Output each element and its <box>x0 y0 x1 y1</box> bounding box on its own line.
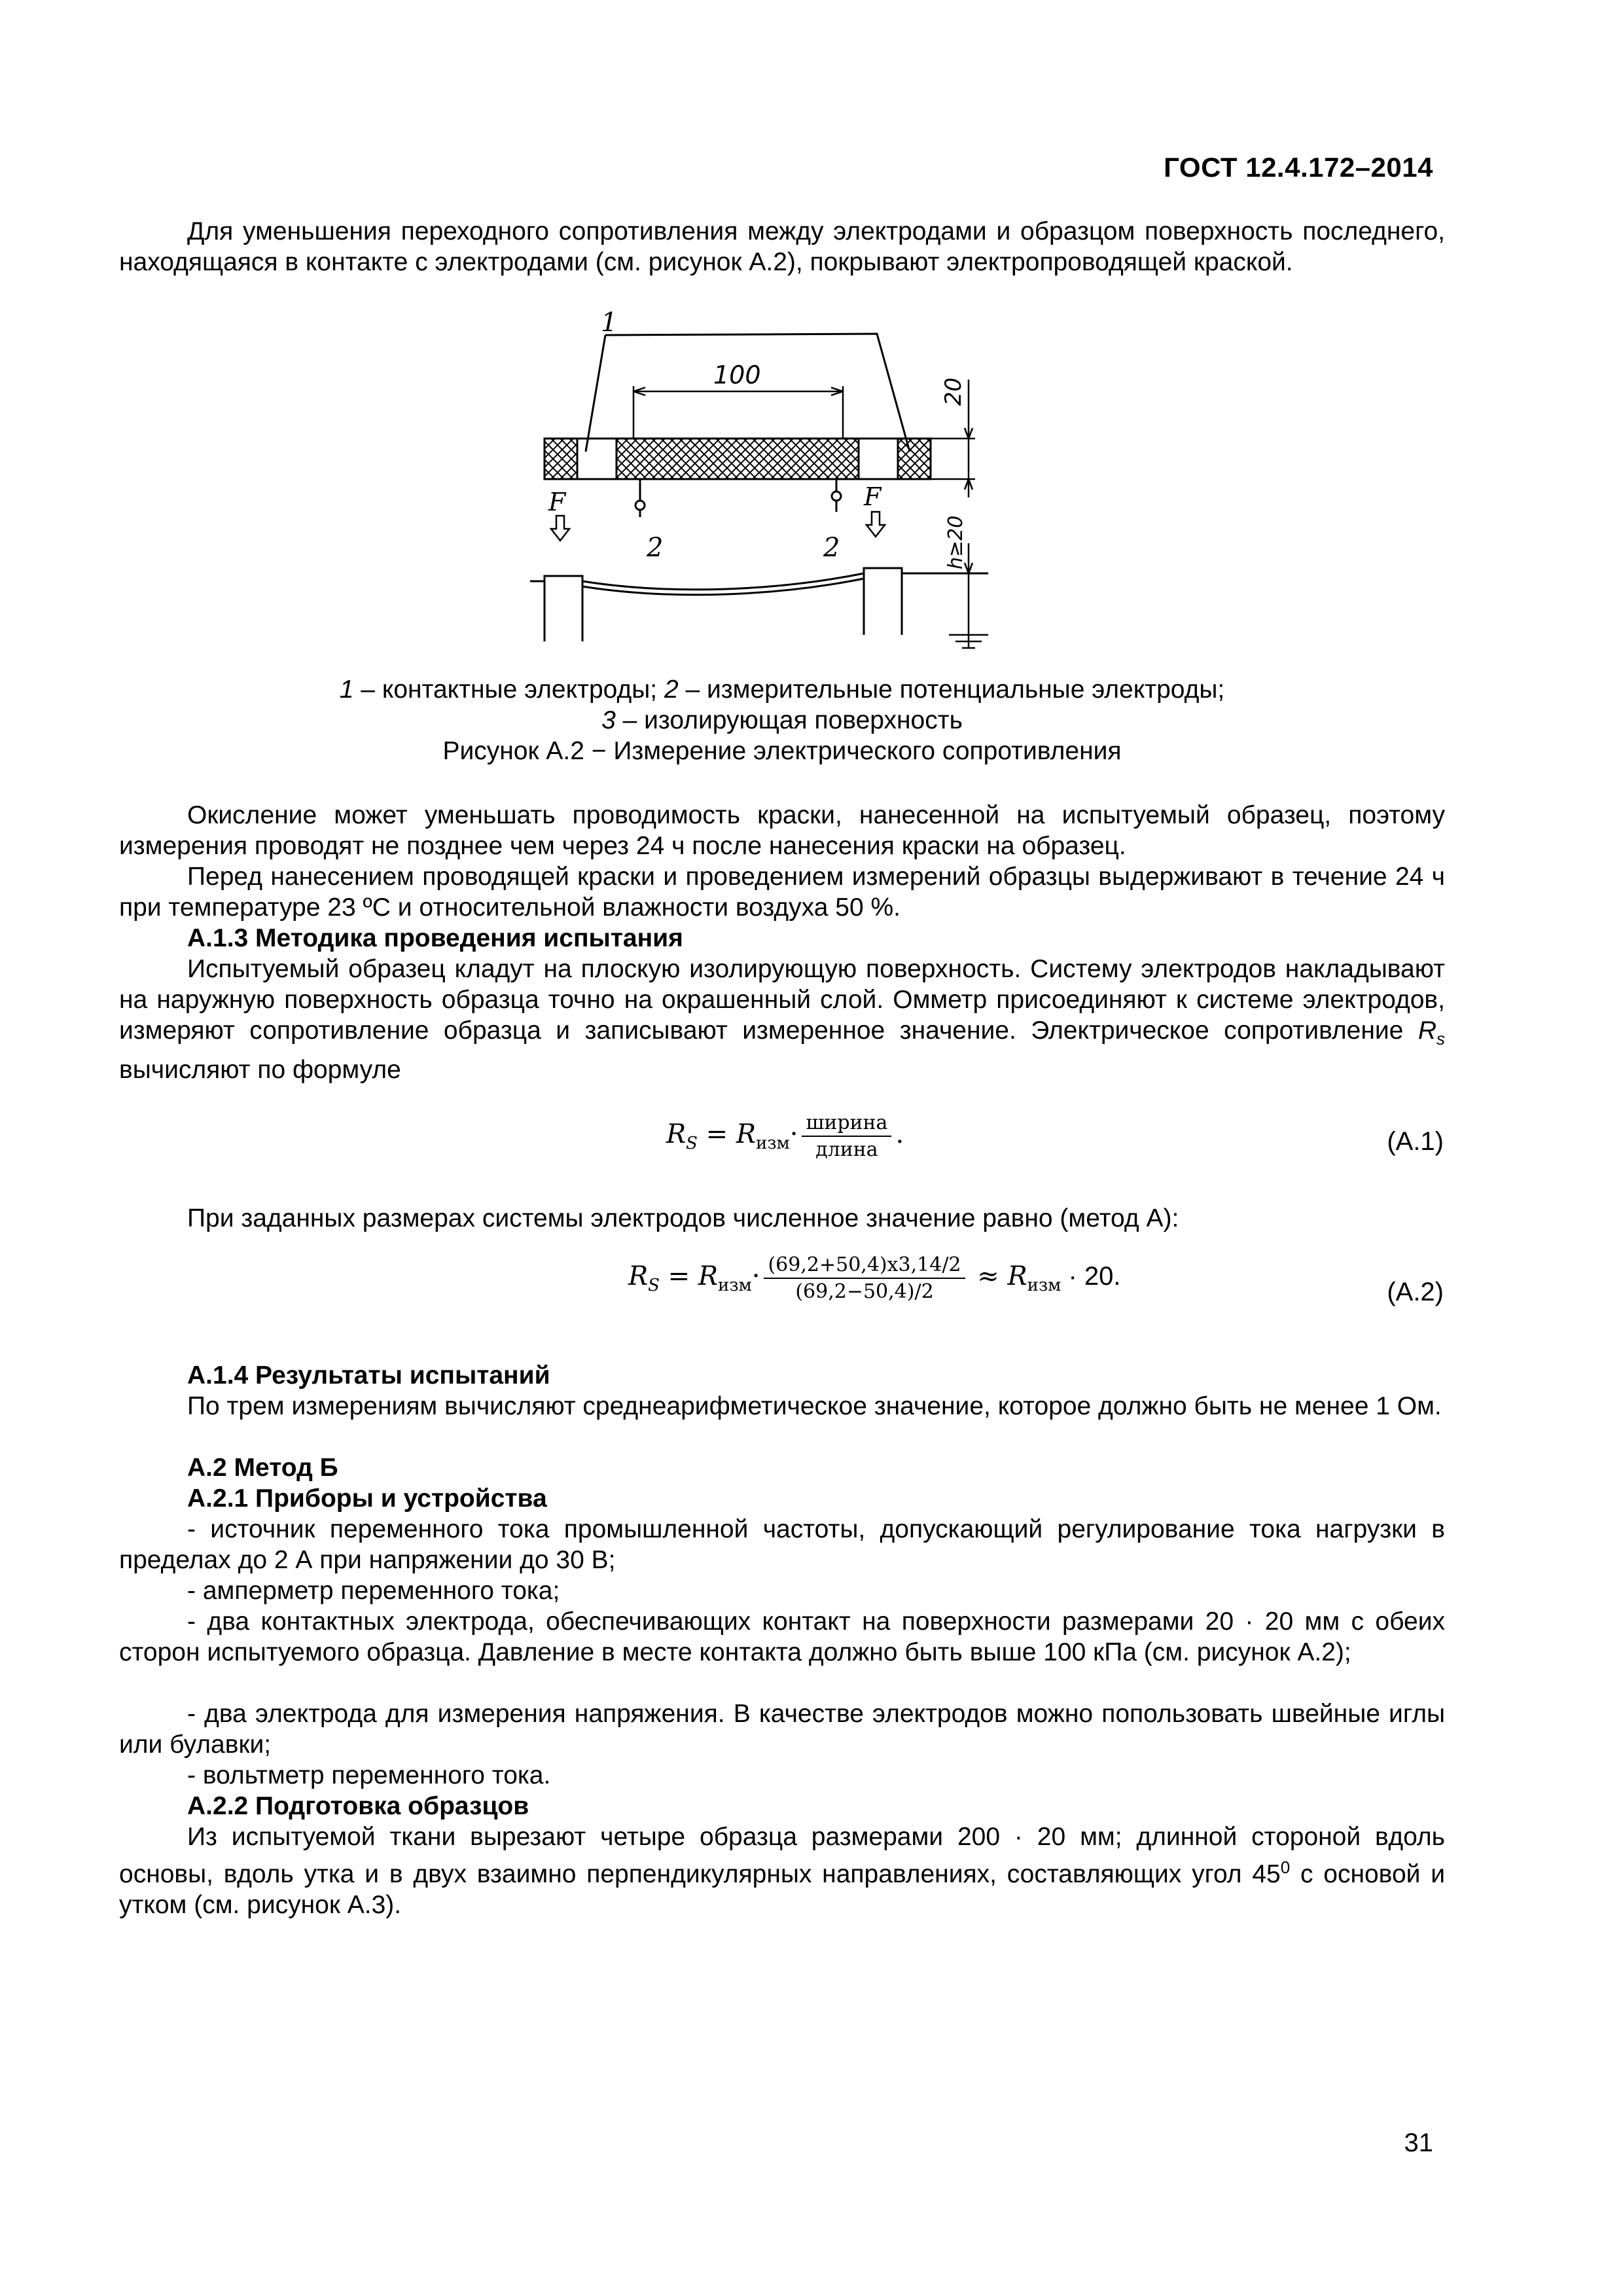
samples-text-b: с основой и утком (см. рисунок А.3). <box>119 1860 1446 1919</box>
f1-fraction <box>802 1111 891 1161</box>
figure-title: Рисунок А.2 − Измерение электрического сопротивления <box>442 737 1122 765</box>
samples-degree: 0 <box>1280 1857 1291 1877</box>
figure-caption-line1 <box>119 674 1445 705</box>
heading-a13: А.1.3 Методика проведения испытания <box>187 924 683 952</box>
f1-eq: = <box>697 1119 736 1149</box>
f2-res: R <box>1007 1261 1027 1291</box>
f2-res-sub: изм <box>1027 1276 1061 1295</box>
paragraph-method <box>119 954 1445 1085</box>
f1-lhs: R <box>666 1119 687 1149</box>
f1-rhs: R <box>736 1119 757 1149</box>
measuring-electrodes <box>635 479 841 517</box>
f2-denominator: (69,2−50,4)/2 <box>795 1280 934 1303</box>
method-text-b: вычисляют по формуле <box>119 1055 401 1084</box>
method-text-a: Испытуемый образец кладут на плоскую изолирующую поверхность. Систему электродов накладывают на наружную поверхность образца точно на окрашенный слой. Омметр присоединяют к системе электродов, измеряют сопротивление образца и записывают измеренное значение. Электрическое сопротивление <box>119 955 1445 1045</box>
document-id: ГОСТ 12.4.172–2014 <box>1164 152 1433 183</box>
label-h20: h≥20 <box>944 515 967 569</box>
caption-num-1: 1 <box>339 675 354 704</box>
list-item-source: - источник переменного тока промышленной частоты, допускающий регулирование тока нагрузки в пределах до 2 А при напряжении до 30 В; <box>119 1515 1445 1574</box>
paragraph-results: По трем измерениям вычисляют среднеарифметическое значение, которое должно быть не менее 1 Ом. <box>187 1392 1442 1420</box>
f1-rhs-sub: изм <box>756 1134 790 1153</box>
paragraph-dimensions: При заданных размерах системы электродов численное значение равно (метод А): <box>187 1204 1179 1232</box>
heading-a21: А.2.1 Приборы и устройства <box>187 1484 547 1513</box>
f2-lhs: R <box>628 1261 649 1291</box>
method-var-r: R <box>1418 1016 1436 1045</box>
list-item-ammeter: - амперметр переменного тока; <box>187 1577 560 1605</box>
f1-end: . <box>895 1119 904 1149</box>
formula-a1-number: (А.1) <box>1387 1127 1444 1156</box>
label-100: 100 <box>713 361 761 389</box>
label-2-right: 2 <box>823 533 840 563</box>
f1-denominator: длина <box>815 1138 878 1161</box>
f2-tail: · 20. <box>1061 1262 1121 1291</box>
f2-fraction <box>764 1253 965 1303</box>
formula-a2-number: (А.2) <box>1387 1278 1444 1306</box>
figure-a2-diagram <box>530 308 1041 674</box>
label-2-left: 2 <box>647 533 664 563</box>
list-item-voltage-electrodes: - два электрода для измерения напряжения. В качестве электродов можно попользовать швейные иглы или булавки; <box>119 1700 1445 1759</box>
heading-a2: А.2 Метод Б <box>187 1454 338 1482</box>
f2-dot: · <box>751 1261 760 1291</box>
list-item-voltmeter: - вольтметр переменного тока. <box>187 1761 551 1789</box>
figure-caption-line2 <box>119 705 1445 736</box>
formula-a2 <box>628 1253 1121 1303</box>
f2-numerator: (69,2+50,4)x3,14/2 <box>764 1253 965 1279</box>
samples-text-a: Из испытуемой ткани вырезают четыре образца размерами 200 · 20 мм; длинной стороной вдоль основы, вдоль утка и в двух взаимно перпендикулярных направлениях, составляющих угол 45 <box>119 1823 1445 1888</box>
f1-lhs-sub: S <box>686 1134 698 1153</box>
f2-eq: = <box>659 1261 698 1291</box>
f1-dot: · <box>789 1119 798 1149</box>
support-blocks <box>530 568 988 641</box>
label-force-right: F <box>864 482 882 511</box>
page-number: 31 <box>1404 2128 1433 2157</box>
list-item-contact-electrodes: - два контактных электрода, обеспечивающих контакт на поверхности размерами 20 · 20 мм с обеих сторон испытуемого образца. Давление в месте контакта должно быть выше 100 кПа (см. рисунок А.2); <box>119 1607 1445 1666</box>
label-20-top: 20 <box>940 377 967 406</box>
paragraph-intro: Для уменьшения переходного сопротивления между электродами и образцом поверхность последнего, находящаяся в контакте с электродами (см. рисунок А.2), покрывают электропроводящей краской. <box>119 217 1445 276</box>
caption-text-1: – контактные электроды; <box>353 675 664 704</box>
paragraph-samples <box>119 1821 1445 1920</box>
heading-a22: А.2.2 Подготовка образцов <box>187 1792 529 1820</box>
f2-rhs-sub: изм <box>718 1276 752 1295</box>
caption-text-3: – изолирующая поверхность <box>615 706 963 734</box>
method-var-sub: s <box>1436 1028 1445 1049</box>
caption-text-2: – измерительные потенциальные электроды; <box>678 675 1225 704</box>
paragraph-oxidation: Окисление может уменьшать проводимость краски, нанесенной на испытуемый образец, поэтому измерения проводят не позднее чем через 24 ч после нанесения краски на образец. <box>119 801 1445 860</box>
label-force-left: F <box>548 488 566 516</box>
specimen-strip <box>544 439 931 479</box>
heading-a14: А.1.4 Результаты испытаний <box>187 1361 550 1390</box>
f2-rhs: R <box>698 1261 719 1291</box>
f2-approx: ≈ <box>969 1261 1008 1291</box>
f1-numerator: ширина <box>802 1111 891 1137</box>
caption-num-2: 2 <box>664 675 679 704</box>
dimension-100 <box>633 386 843 439</box>
caption-num-3: 3 <box>601 706 616 734</box>
formula-a1 <box>666 1111 904 1161</box>
label-1: 1 <box>601 308 618 338</box>
f2-lhs-sub: S <box>648 1276 660 1295</box>
paragraph-conditioning: Перед нанесением проводящей краски и проведением измерений образцы выдерживают в течение 24 ч при температуре 23 ºС и относительной влажности воздуха 50 %. <box>119 863 1445 922</box>
